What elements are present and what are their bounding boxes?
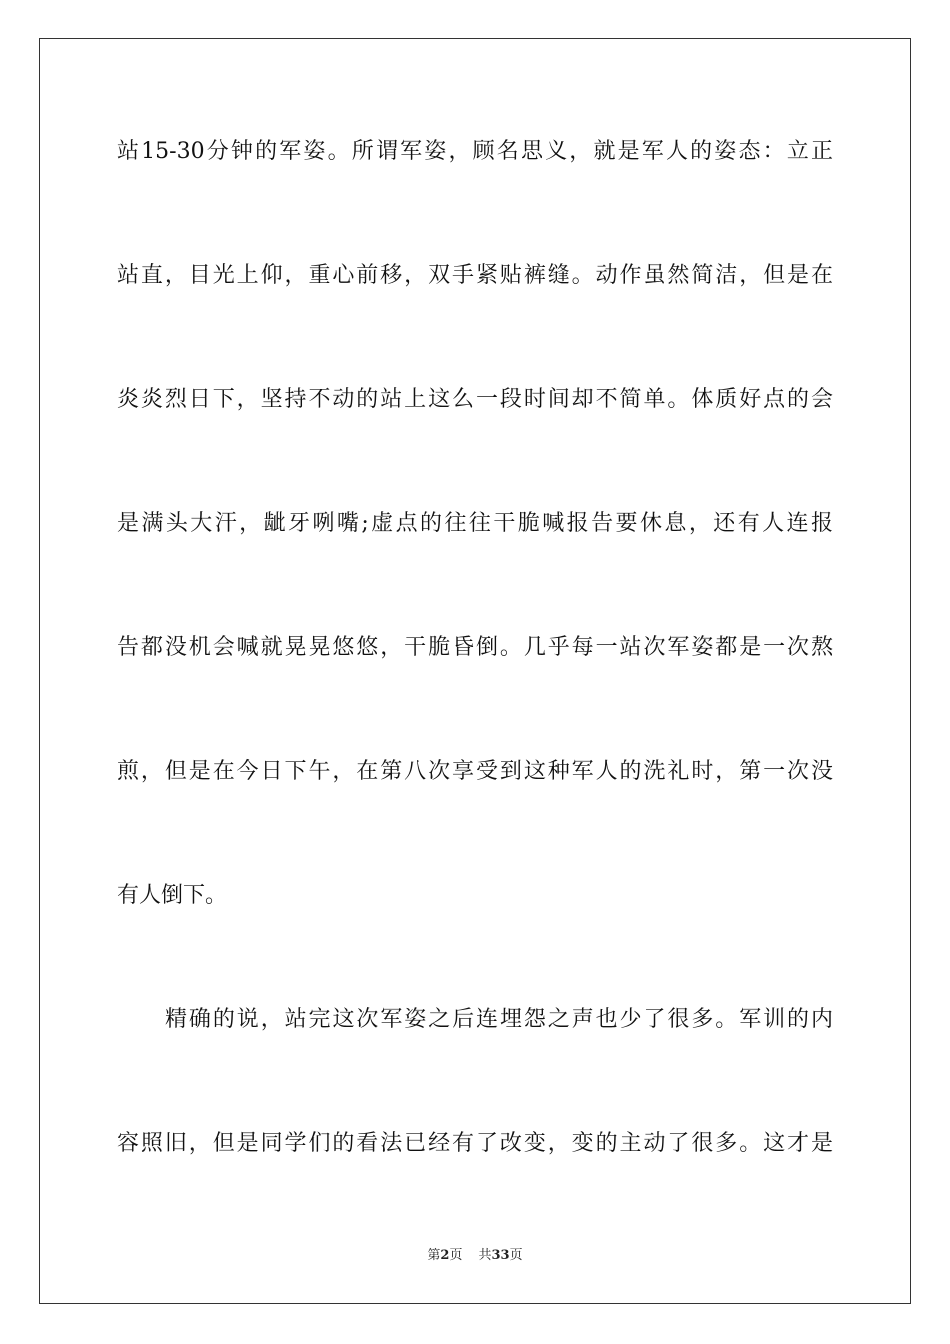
text-line: 是满头大汗，龇牙咧嘴;虚点的往往干脆喊报告要休息，还有人连报 (117, 511, 833, 536)
footer-total-pages: 33 (491, 1248, 510, 1263)
text-line: 炎炎烈日下，坚持不动的站上这么一段时间却不简单。体质好点的会 (117, 387, 833, 412)
text-line: 容照旧，但是同学们的看法已经有了改变，变的主动了很多。这才是 (117, 1131, 833, 1156)
text-line: 有人倒下。 (117, 883, 228, 908)
page-frame (39, 38, 911, 1304)
page-footer (0, 1247, 950, 1265)
text-line: 站15-30分钟的军姿。所谓军姿，顾名思义，就是军人的姿态：立正 (117, 139, 833, 164)
footer-total-prefix: 共 (478, 1248, 492, 1263)
text-line: 煎，但是在今日下午，在第八次享受到这种军人的洗礼时，第一次没 (117, 759, 833, 784)
footer-page-number: 2 (440, 1248, 450, 1263)
footer-page-suffix: 页 (449, 1248, 463, 1263)
footer-total-suffix: 页 (509, 1248, 523, 1263)
text-line: 站直，目光上仰，重心前移，双手紧贴裤缝。动作虽然简洁，但是在 (117, 263, 833, 288)
footer-page-prefix: 第 (427, 1248, 441, 1263)
text-line: 精确的说，站完这次军姿之后连埋怨之声也少了很多。军训的内 (165, 1007, 833, 1032)
text-line: 告都没机会喊就晃晃悠悠，干脆昏倒。几乎每一站次军姿都是一次熬 (117, 635, 833, 660)
